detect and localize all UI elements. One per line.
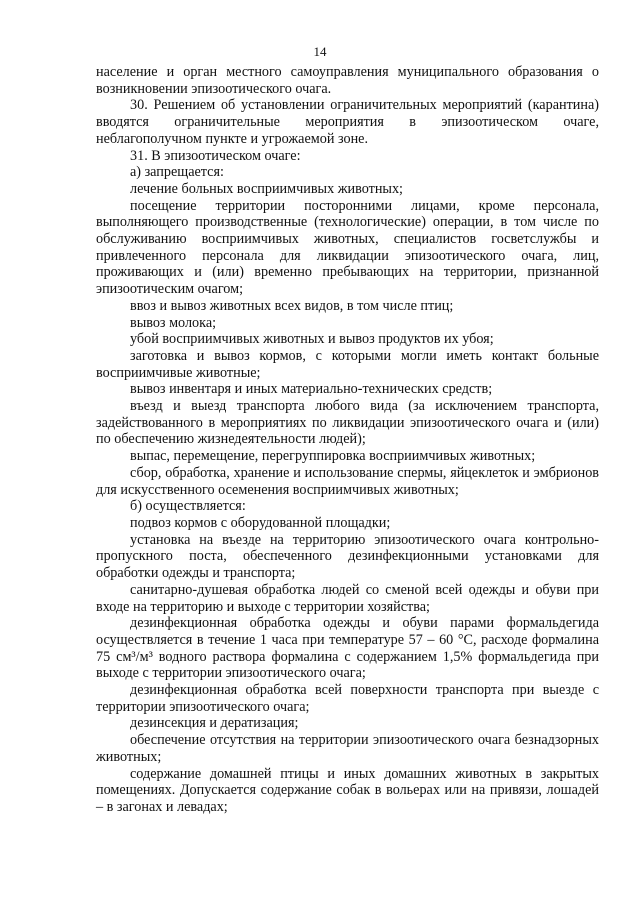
paragraph: 30. Решением об установлении ограничительных мероприятий (карантина) вводятся ограничительные мероприятия в эпизоотическом очаге, неблагополучном пункте и угрожаемой зоне.: [96, 97, 599, 147]
page-number: 14: [313, 44, 327, 59]
paragraph: содержание домашней птицы и иных домашних животных в закрытых помещениях. Допускается содержание собак в вольерах или на привязи, лошадей – в загонах и левадах;: [96, 765, 599, 815]
paragraph: санитарно-душевая обработка людей со сменой всей одежды и обуви при входе на территорию и выходе с территории хозяйства;: [96, 581, 599, 615]
paragraph: убой восприимчивых животных и вывоз продуктов их убоя;: [130, 331, 494, 348]
paragraph: вывоз молока;: [130, 314, 217, 331]
document-body: [96, 64, 599, 816]
paragraph: выпас, перемещение, перегруппировка восприимчивых животных;: [130, 448, 536, 465]
paragraph: население и орган местного самоуправления муниципального образования о возникновении эпизоотического очага.: [96, 64, 599, 97]
paragraph: лечение больных восприимчивых животных;: [130, 180, 403, 197]
paragraph: вывоз инвентаря и иных материально-технических средств;: [130, 381, 493, 398]
paragraph: посещение территории посторонними лицами, кроме персонала, выполняющего производственные (технологические) операции, в том числе по обслуживанию восприимчивых животных, специалистов госветслужбы и привлеченного персонала для ликвидации эпизоотического очага, лиц, проживающих и (или) временно пребывающих на территории, признанной эпизоотическим очагом;: [96, 197, 599, 298]
paragraph: 31. В эпизоотическом очаге:: [130, 147, 301, 164]
paragraph: дезинфекционная обработка всей поверхности транспорта при выезде с территории эпизоотического очага;: [96, 682, 599, 715]
paragraph: сбор, обработка, хранение и использование спермы, яйцеклеток и эмбрионов для искусственного осеменения восприимчивых животных;: [96, 464, 599, 498]
paragraph: б) осуществляется:: [130, 498, 246, 515]
paragraph: дезинфекционная обработка одежды и обуви парами формальдегида осуществляется в течение 1 часа при температуре 57 – 60 °С, расходе формалина 75 см³/м³ водного раствора формалина с содержанием 1,5% формальдегида при выходе с территории эпизоотического очага;: [96, 615, 599, 682]
paragraph: установка на въезде на территорию эпизоотического очага контрольно-пропускного поста, обеспеченного дезинфекционными установками для обработки одежды и транспорта;: [96, 531, 599, 582]
paragraph: дезинсекция и дератизация;: [130, 715, 299, 732]
paragraph: обеспечение отсутствия на территории эпизоотического очага безнадзорных животных;: [96, 732, 599, 765]
paragraph: заготовка и вывоз кормов, с которыми могли иметь контакт больные восприимчивые животные;: [96, 347, 599, 381]
paragraph: подвоз кормов с оборудованной площадки;: [130, 514, 391, 531]
paragraph: а) запрещается:: [130, 164, 224, 181]
paragraph: въезд и выезд транспорта любого вида (за исключением транспорта, задействованного в мероприятиях по ликвидации эпизоотического очага и (или) по обеспечению жизнедеятельности людей);: [96, 398, 599, 448]
paragraph: ввоз и вывоз животных всех видов, в том числе птиц;: [130, 297, 454, 314]
